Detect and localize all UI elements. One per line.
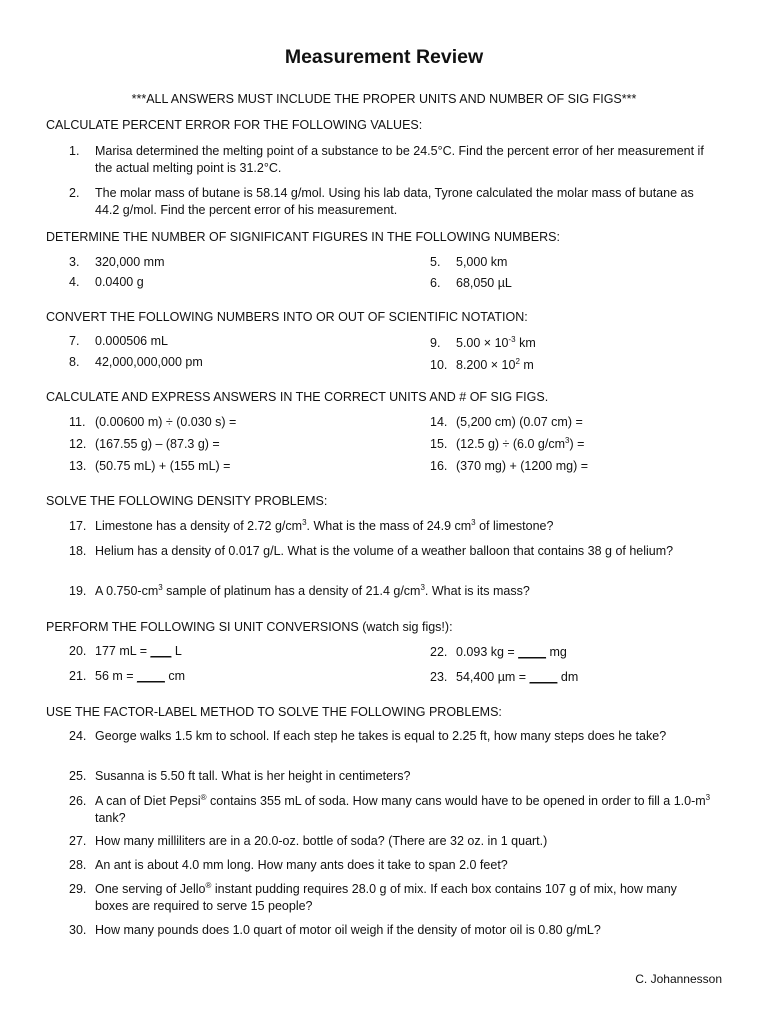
section-heading-percent-error: CALCULATE PERCENT ERROR FOR THE FOLLOWING VALUES: — [46, 118, 423, 132]
section-heading-si-conversions: PERFORM THE FOLLOWING SI UNIT CONVERSIONS (watch sig figs!): — [46, 620, 453, 634]
question-text: Helium has a density of 0.017 g/L. What is the volume of a weather balloon that contains 38 g of helium? — [95, 544, 674, 558]
answer-blank: ____ — [529, 670, 558, 684]
question-text: 177 mL = ___ L — [95, 644, 182, 658]
question-number: 10. — [430, 358, 448, 372]
question-text: 320,000 mm — [95, 255, 165, 269]
question-number: 2. — [69, 186, 80, 200]
question-number: 27. — [69, 834, 87, 848]
question-number: 12. — [69, 437, 87, 451]
question-number: 26. — [69, 794, 87, 808]
question-number: 11. — [69, 415, 86, 429]
question-text: An ant is about 4.0 mm long. How many ants does it take to span 2.0 feet? — [95, 858, 508, 872]
question-number: 13. — [69, 459, 87, 473]
section-heading-calculate: CALCULATE AND EXPRESS ANSWERS IN THE CORRECT UNITS AND # OF SIG FIGS. — [46, 390, 549, 404]
question-text: $5.00 \times 10^{-3}$ km — [456, 335, 536, 350]
question-text: 42,000,000,000 pm — [95, 355, 203, 369]
question-number: 22. — [430, 645, 448, 659]
question-text: Susanna is 5.50 ft tall. What is her height in centimeters? — [95, 769, 411, 783]
question-number: 4. — [69, 275, 80, 289]
question-text: George walks 1.5 km to school. If each step he takes is equal to 2.25 ft, how many steps does he take? — [95, 729, 667, 743]
question-number: 28. — [69, 858, 87, 872]
question-number: 6. — [430, 276, 441, 290]
question-text: 0.0400 g — [95, 275, 144, 289]
question-text: 0.093 kg = ____ mg — [456, 645, 567, 659]
answer-blank: ___ — [150, 644, 172, 658]
section-heading-sci-notation: CONVERT THE FOLLOWING NUMBERS INTO OR OUT OF SCIENTIFIC NOTATION: — [46, 310, 528, 324]
question-number: 29. — [69, 882, 87, 896]
question-number: 18. — [69, 544, 87, 558]
question-text: (50.75 mL) + (155 mL) = — [95, 459, 231, 473]
page-subtitle: ***ALL ANSWERS MUST INCLUDE THE PROPER UNITS AND NUMBER OF SIG FIGS*** — [131, 92, 637, 106]
question-number: 9. — [430, 336, 441, 350]
question-text: A can of Diet Pepsi® contains 355 mL of soda. How many cans would have to be opened in order to fill a $1.0-m^3$ tank? — [95, 793, 711, 825]
question-number: 7. — [69, 334, 80, 348]
question-text: A $0.750-cm^3$ sample of platinum has a density of 21.4 $g/cm^3$. What is its mass? — [95, 583, 530, 598]
section-heading-sig-figs: DETERMINE THE NUMBER OF SIGNIFICANT FIGURES IN THE FOLLOWING NUMBERS: — [46, 230, 560, 244]
page-title: Measurement Review — [284, 46, 484, 68]
question-text: $8.200 \times 10^2$ m — [456, 357, 534, 372]
question-number: 19. — [69, 584, 87, 598]
question-text: (370 mg) + (1200 mg) = — [456, 459, 589, 473]
question-text: 0.000506 mL — [95, 334, 168, 348]
question-number: 8. — [69, 355, 80, 369]
question-number: 15. — [430, 437, 448, 451]
question-text: One serving of Jello® instant pudding requires 28.0 g of mix. If each box contains 107 g of mix, how many boxes are required to serve 15 people? — [95, 881, 677, 913]
question-number: 23. — [430, 670, 448, 684]
question-number: 30. — [69, 923, 87, 937]
question-text: How many milliliters are in a 20.0-oz. bottle of soda? (There are 32 oz. in 1 quart.) — [95, 834, 548, 848]
question-number: 3. — [69, 255, 80, 269]
question-text: Limestone has a density of 2.72 $g/cm^3$. What is the mass of 24.9 $cm^3$ of limestone? — [95, 518, 554, 533]
question-number: 1. — [69, 144, 80, 158]
question-text: 56 m = ____ cm — [95, 669, 185, 683]
question-text: (167.55 g) – (87.3 g) = — [95, 437, 220, 451]
answer-blank: ____ — [137, 669, 165, 683]
question-number: 16. — [430, 459, 448, 473]
question-number: 5. — [430, 255, 441, 269]
question-number: 17. — [69, 519, 87, 533]
question-number: 24. — [69, 729, 87, 743]
answer-blank: ____ — [518, 645, 547, 659]
question-text: (0.00600 m) ÷ (0.030 s) = — [95, 415, 237, 429]
question-number: 25. — [69, 769, 87, 783]
question-text: 54,400 µm = ____ dm — [456, 670, 579, 684]
question-text: (12.5 g) ÷ (6.0 $g/cm^3$) = — [456, 436, 585, 451]
question-text: Marisa determined the melting point of a substance to be 24.5°C. Find the percent error of her measurement if the actual melting point is 31.2°C. — [95, 144, 704, 175]
question-text: 68,050 µL — [456, 276, 512, 290]
question-text: How many pounds does 1.0 quart of motor oil weigh if the density of motor oil is 0.80 g/mL? — [95, 923, 601, 937]
section-heading-density: SOLVE THE FOLLOWING DENSITY PROBLEMS: — [46, 494, 328, 508]
author-footer: C. Johannesson — [635, 972, 722, 986]
question-number: 14. — [430, 415, 448, 429]
question-number: 20. — [69, 644, 87, 658]
question-text: 5,000 km — [456, 255, 508, 269]
question-text: The molar mass of butane is 58.14 g/mol. Using his lab data, Tyrone calculated the molar mass of butane as 44.2 g/mol. Find the percent error of his measurement. — [95, 186, 694, 217]
section-heading-factor-label: USE THE FACTOR-LABEL METHOD TO SOLVE THE FOLLOWING PROBLEMS: — [46, 705, 502, 719]
question-text: (5,200 cm) (0.07 cm) = — [456, 415, 583, 429]
question-number: 21. — [69, 669, 87, 683]
